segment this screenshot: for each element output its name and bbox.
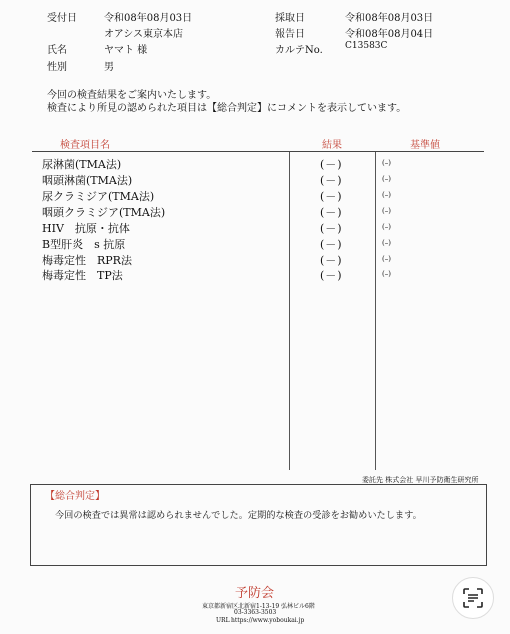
row-reference: (–) [382, 255, 391, 263]
row-item-name: 咽頭淋菌(TMA法) [42, 174, 133, 187]
row-reference: (–) [382, 223, 391, 231]
intro-line-2: 検査により所見の認められた項目は【総合判定】にコメントを表示しています。 [47, 103, 407, 114]
reception-date-value: 令和08年08月03日 [104, 13, 193, 24]
text-scan-icon [462, 587, 484, 609]
footer-tel: 03-3363-3503 [234, 609, 277, 616]
report-date-label: 報告日 [275, 29, 305, 40]
footer-url-label: URL [216, 617, 230, 624]
row-result: (－) [320, 174, 343, 187]
row-item-name: HIV 抗原・抗体 [42, 222, 130, 235]
patient-name-value: ヤマト 様 [104, 45, 148, 56]
row-item-name: 咽頭クラミジア(TMA法) [42, 206, 166, 219]
chart-no-value: C13583C [345, 41, 388, 51]
collection-date-value: 令和08年08月03日 [345, 13, 434, 24]
table-header-divider [32, 151, 484, 152]
row-result: (－) [320, 190, 343, 203]
patient-name-label: 氏名 [47, 45, 67, 56]
clinic-name: オアシス東京本店 [104, 29, 183, 40]
row-item-name: 梅毒定性 TP法 [42, 269, 123, 282]
column-header-reference: 基準値 [410, 140, 440, 151]
row-item-name: 梅毒定性 RPR法 [42, 254, 132, 267]
row-result: (－) [320, 238, 343, 251]
live-text-scan-button[interactable] [452, 577, 494, 619]
collection-date-label: 採取日 [275, 13, 305, 24]
summary-comment: 今回の検査では異常は認められませんでした。定期的な検査の受診をお勧めいたします。 [55, 510, 422, 521]
row-result: (－) [320, 269, 343, 282]
row-result: (－) [320, 222, 343, 235]
row-item-name: B型肝炎 s 抗原 [42, 238, 126, 251]
column-divider-result [289, 152, 290, 470]
column-divider-reference [375, 152, 376, 470]
report-date-value: 令和08年08月04日 [345, 29, 434, 40]
summary-title: 【総合判定】 [45, 491, 105, 502]
row-reference: (–) [382, 207, 391, 215]
sex-label: 性別 [47, 62, 67, 73]
row-item-name: 尿クラミジア(TMA法) [42, 190, 155, 203]
footer-address: 東京都新宿区北新宿1-13-19 弘林ビル6階 [202, 603, 315, 610]
intro-line-1: 今回の検査結果をご案内いたします。 [47, 90, 217, 101]
row-reference: (–) [382, 191, 391, 199]
footer-url[interactable]: https://www.yoboukai.jp [231, 617, 305, 624]
row-reference: (–) [382, 175, 391, 183]
row-result: (－) [320, 158, 343, 171]
chart-no-label: カルテNo. [275, 45, 323, 56]
row-reference: (–) [382, 270, 391, 278]
row-item-name: 尿淋菌(TMA法) [42, 158, 122, 171]
footer-org-name: 予防会 [235, 586, 275, 601]
column-header-result: 結果 [322, 140, 342, 151]
row-reference: (–) [382, 159, 391, 167]
row-result: (－) [320, 206, 343, 219]
row-reference: (–) [382, 239, 391, 247]
reception-date-label: 受付日 [47, 13, 77, 24]
sex-value: 男 [104, 62, 114, 73]
row-result: (－) [320, 254, 343, 267]
column-header-item: 検査項目名 [60, 140, 110, 151]
contractor-note: 委託先 株式会社 早川予防衛生研究所 [362, 476, 479, 484]
